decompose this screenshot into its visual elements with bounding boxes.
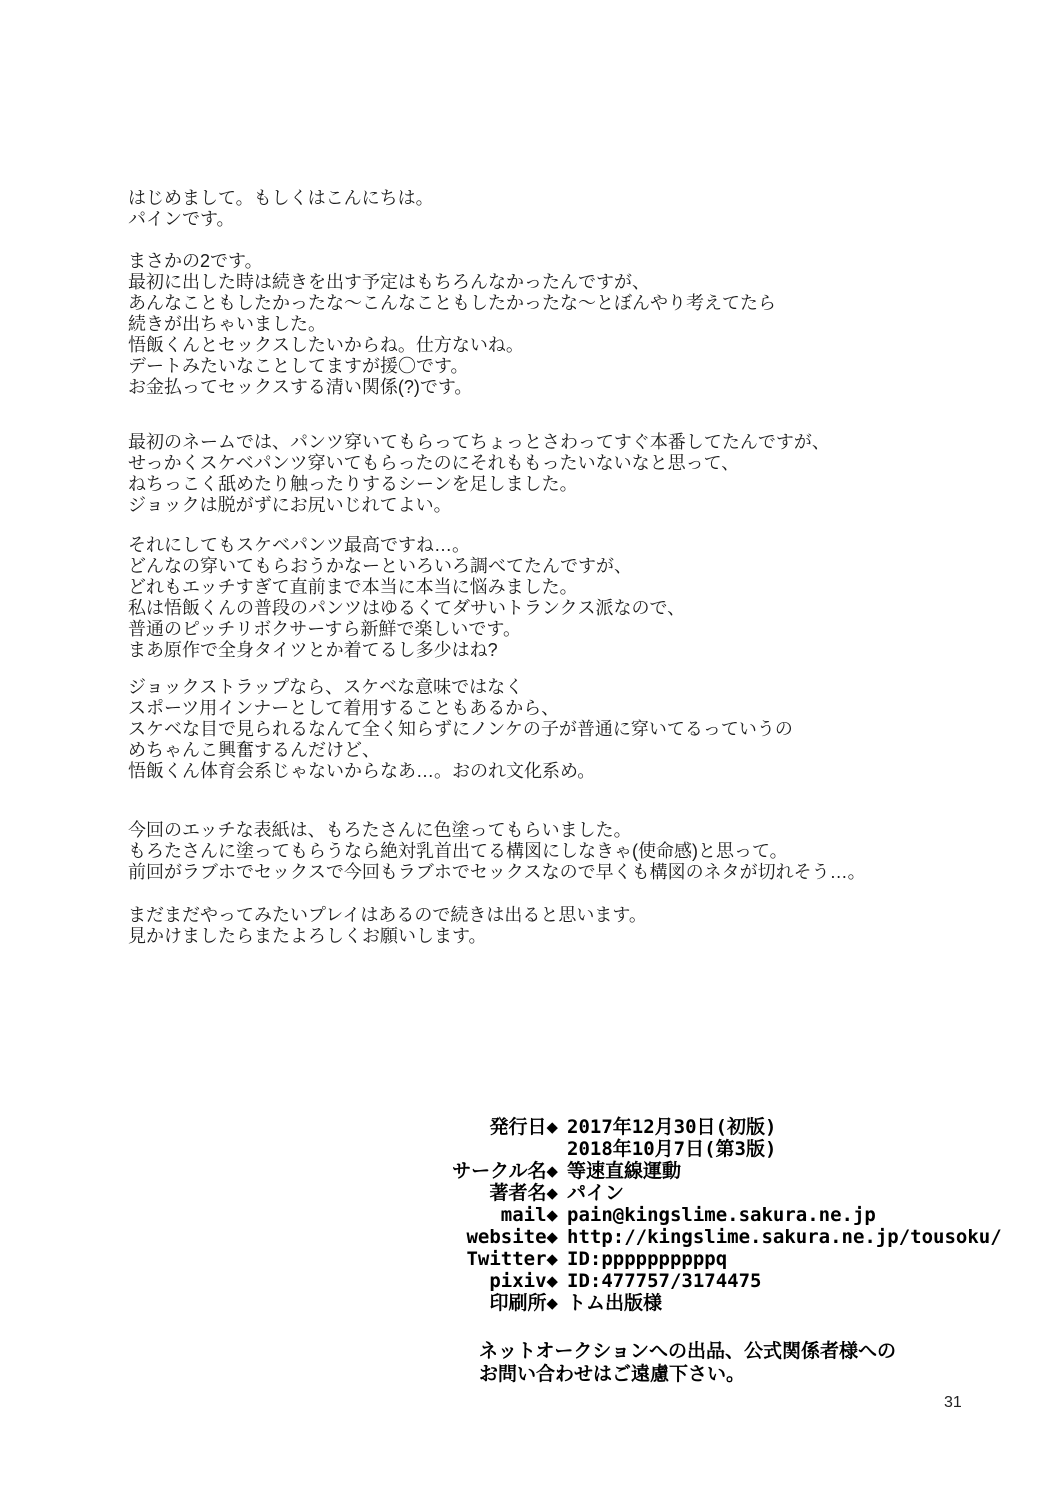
- colophon-label: 印刷所◆: [489, 1292, 558, 1314]
- notice-line: お問い合わせはご遠慮下さい。: [479, 1363, 746, 1385]
- colophon-row-twitter: [0, 1248, 1062, 1270]
- text-line: それにしてもスケベパンツ最高ですね…。: [128, 535, 470, 555]
- colophon-row-publish-date: [0, 1116, 1062, 1138]
- colophon-value-url: http://kingslime.sakura.ne.jp/tousoku/: [567, 1226, 1002, 1248]
- text-line: どんなの穿いてもらおうかなーといろいろ調べてたんですが、: [128, 556, 632, 576]
- colophon-value-pixiv-id: ID:477757/3174475: [567, 1270, 762, 1292]
- colophon-row-mail: [0, 1204, 1062, 1226]
- text-line: 今回のエッチな表紙は、もろたさんに色塗ってもらいました。: [128, 820, 632, 840]
- colophon-label: 著者名◆: [489, 1182, 558, 1204]
- colophon-row-publish-date-2: [0, 1138, 1062, 1160]
- text-line: デートみたいなことしてますが援〇です。: [128, 356, 469, 376]
- colophon-label: pixiv◆: [489, 1270, 558, 1292]
- text-line: まあ原作で全身タイツとか着てるし多少はね?: [128, 640, 498, 660]
- text-line: ジョックストラップなら、スケベな意味ではなく: [128, 677, 524, 697]
- paragraph-cover: [128, 820, 866, 883]
- text-line: せっかくスケベパンツ穿いてもらったのにそれももったいないなと思って、: [128, 453, 740, 473]
- paragraph-jockstrap: [128, 677, 866, 782]
- text-line: お金払ってセックスする清い関係(?)です。: [128, 377, 473, 397]
- colophon-label: [0, 1138, 558, 1160]
- colophon-label: mail◆: [500, 1204, 558, 1226]
- text-line: 最初のネームでは、パンツ穿いてもらってちょっとさわってすぐ本番してたんですが、: [128, 432, 830, 452]
- text-line: 続きが出ちゃいました。: [128, 314, 326, 334]
- paragraph-greeting: [128, 188, 866, 230]
- text-line: めちゃんこ興奮するんだけど、: [128, 740, 380, 760]
- colophon-label: Twitter◆: [466, 1248, 558, 1270]
- text-line: 見かけましたらまたよろしくお願いします。: [128, 926, 487, 946]
- auction-notice: [479, 1340, 896, 1386]
- colophon: [0, 1116, 1062, 1314]
- colophon-value: 2018年10月7日(第3版): [567, 1138, 777, 1160]
- text-line: もろたさんに塗ってもらうなら絶対乳首出てる構図にしなきゃ(使命感)と思って。: [128, 841, 788, 861]
- text-line: 普通のピッチリボクサーすら新鮮で楽しいです。: [128, 619, 521, 639]
- text-line: スケベな目で見られるなんて全く知らずにノンケの子が普通に穿いてるっていうの: [128, 719, 793, 739]
- colophon-row-printer: [0, 1292, 1062, 1314]
- text-line: スポーツ用インナーとして着用することもあるから、: [128, 698, 560, 718]
- text-line: 最初に出した時は続きを出す予定はもちろんなかったんですが、: [128, 272, 650, 292]
- paragraph-sequel: [128, 251, 866, 398]
- text-line: どれもエッチすぎて直前まで本当に本当に悩みました。: [128, 577, 578, 597]
- text-line: 悟飯くんとセックスしたいからね。仕方ないね。: [128, 335, 524, 355]
- text-line: まだまだやってみたいプレイはあるので続きは出ると思います。: [128, 905, 647, 925]
- paragraph-pants: [128, 535, 866, 661]
- colophon-label: website◆: [466, 1226, 558, 1248]
- text-line: 私は悟飯くんの普段のパンツはゆるくてダサいトランクス派なので、: [128, 598, 686, 618]
- notice-line: ネットオークションへの出品、公式関係者様への: [479, 1340, 897, 1362]
- colophon-value-twitter-id: ID:ppppppppppq: [567, 1248, 728, 1270]
- text-line: 前回がラブホでセックスで今回もラブホでセックスなので早くも構図のネタが切れそう…。: [128, 862, 866, 882]
- colophon-label: サークル名◆: [452, 1160, 558, 1182]
- paragraph-name: [128, 432, 866, 516]
- colophon-value: パイン: [567, 1182, 625, 1204]
- colophon-row-author-name: [0, 1182, 1062, 1204]
- colophon-label: 発行日◆: [489, 1116, 558, 1138]
- text-line: まさかの2です。: [128, 251, 263, 271]
- colophon-value: トム出版様: [567, 1292, 663, 1314]
- text-line: 悟飯くん体育会系じゃないからなあ…。おのれ文化系め。: [128, 761, 596, 781]
- colophon-value: 2017年12月30日(初版): [567, 1116, 777, 1138]
- colophon-value-email: pain@kingslime.sakura.ne.jp: [567, 1204, 876, 1226]
- text-line: はじめまして。もしくはこんにちは。: [128, 188, 434, 208]
- text-line: パインです。: [128, 209, 235, 229]
- colophon-row-website: [0, 1226, 1062, 1248]
- colophon-row-circle-name: [0, 1160, 1062, 1182]
- text-line: あんなこともしたかったな～こんなこともしたかったな～とぼんやり考えてたら: [128, 293, 776, 313]
- page-number: 31: [944, 1394, 962, 1411]
- colophon-row-pixiv: [0, 1270, 1062, 1292]
- afterword-text: [128, 188, 866, 947]
- text-line: ジョックは脱がずにお尻いじれてよい。: [128, 495, 452, 515]
- paragraph-closing: [128, 905, 866, 947]
- colophon-value: 等速直線運動: [567, 1160, 682, 1182]
- text-line: ねちっこく舐めたり触ったりするシーンを足しました。: [128, 474, 578, 494]
